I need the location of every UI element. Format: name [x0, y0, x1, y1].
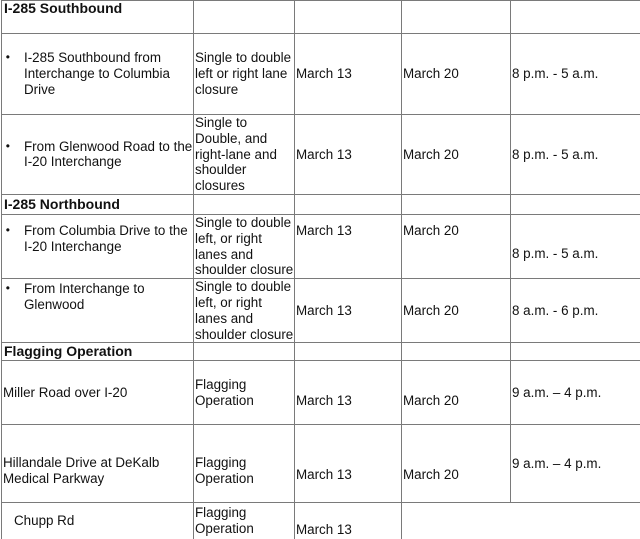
table-row [2, 503, 640, 539]
end-date-cell: March 20 [402, 34, 511, 115]
empty-cell [511, 194, 640, 214]
end-date-cell: March 20 [402, 361, 511, 425]
lane-closure-table [1, 0, 640, 539]
empty-cell [402, 503, 511, 539]
empty-cell [402, 343, 511, 361]
start-date-cell: March 13 [295, 361, 402, 425]
location-cell: Chupp Rd [2, 503, 194, 539]
section-title: I-285 Southbound [2, 1, 194, 34]
end-date-cell: March 20 [402, 214, 511, 278]
hours-cell: 8 a.m. - 6 p.m. [511, 279, 640, 343]
location-text: From Columbia Drive to the I-20 Interchange [24, 223, 193, 255]
closure-type-cell: Flagging Operation [194, 361, 295, 425]
empty-cell [194, 343, 295, 361]
location-cell [2, 34, 194, 115]
location-text: I-285 Southbound from Interchange to Columbia Drive [24, 50, 193, 97]
location-text: From Interchange to Glenwood [24, 281, 193, 313]
bullet-icon: • [0, 223, 24, 239]
location-cell [2, 115, 194, 195]
end-date-cell: March 20 [402, 425, 511, 503]
closure-type-cell: Single to double left, or right lanes and shoulder closure [194, 279, 295, 343]
start-date-cell: March 13 [295, 279, 402, 343]
empty-cell [511, 1, 640, 34]
hours-cell: 9 a.m. – 4 p.m. [511, 361, 640, 425]
section-row-i285-southbound [2, 1, 640, 34]
table-row [2, 214, 640, 278]
empty-cell [511, 503, 640, 539]
start-date-cell: March 13 [295, 115, 402, 195]
hours-cell: 8 p.m. - 5 a.m. [511, 115, 640, 195]
end-date-cell: March 20 [402, 279, 511, 343]
closure-type-cell: Flagging Operation [194, 503, 295, 539]
closure-type-cell: Single to double left, or right lanes and shoulder closure [194, 214, 295, 278]
section-title: Flagging Operation [2, 343, 194, 361]
section-row-i285-northbound [2, 194, 640, 214]
table-row [2, 425, 640, 503]
start-date-cell: March 13 [295, 425, 402, 503]
start-date-cell: March 13 [295, 214, 402, 278]
bullet-icon: • [0, 50, 24, 66]
closure-type-cell: Single to Double, and right-lane and shoulder closures [194, 115, 295, 195]
section-row-flagging-operation [2, 343, 640, 361]
empty-cell [295, 343, 402, 361]
location-cell [2, 279, 194, 343]
table-row [2, 115, 640, 195]
location-text: From Glenwood Road to the I-20 Interchange [24, 139, 193, 171]
empty-cell [402, 194, 511, 214]
bullet-icon: • [0, 281, 24, 297]
empty-cell [295, 194, 402, 214]
empty-cell [194, 194, 295, 214]
location-cell [2, 214, 194, 278]
location-cell: Miller Road over I-20 [2, 361, 194, 425]
empty-cell [295, 1, 402, 34]
bullet-icon: • [0, 139, 24, 155]
start-date-cell: March 13 [295, 34, 402, 115]
table-row [2, 361, 640, 425]
hours-cell: 8 p.m. - 5 a.m. [511, 214, 640, 278]
empty-cell [511, 343, 640, 361]
location-cell: Hillandale Drive at DeKalb Medical Parkway [2, 425, 194, 503]
end-date-cell: March 20 [402, 115, 511, 195]
hours-cell: 9 a.m. – 4 p.m. [511, 425, 640, 503]
start-date-cell: March 13 [295, 503, 402, 539]
table-row [2, 34, 640, 115]
closure-type-cell: Flagging Operation [194, 425, 295, 503]
hours-cell: 8 p.m. - 5 a.m. [511, 34, 640, 115]
empty-cell [402, 1, 511, 34]
closure-type-cell: Single to double left or right lane closure [194, 34, 295, 115]
section-title: I-285 Northbound [2, 194, 194, 214]
table-row [2, 279, 640, 343]
empty-cell [194, 1, 295, 34]
